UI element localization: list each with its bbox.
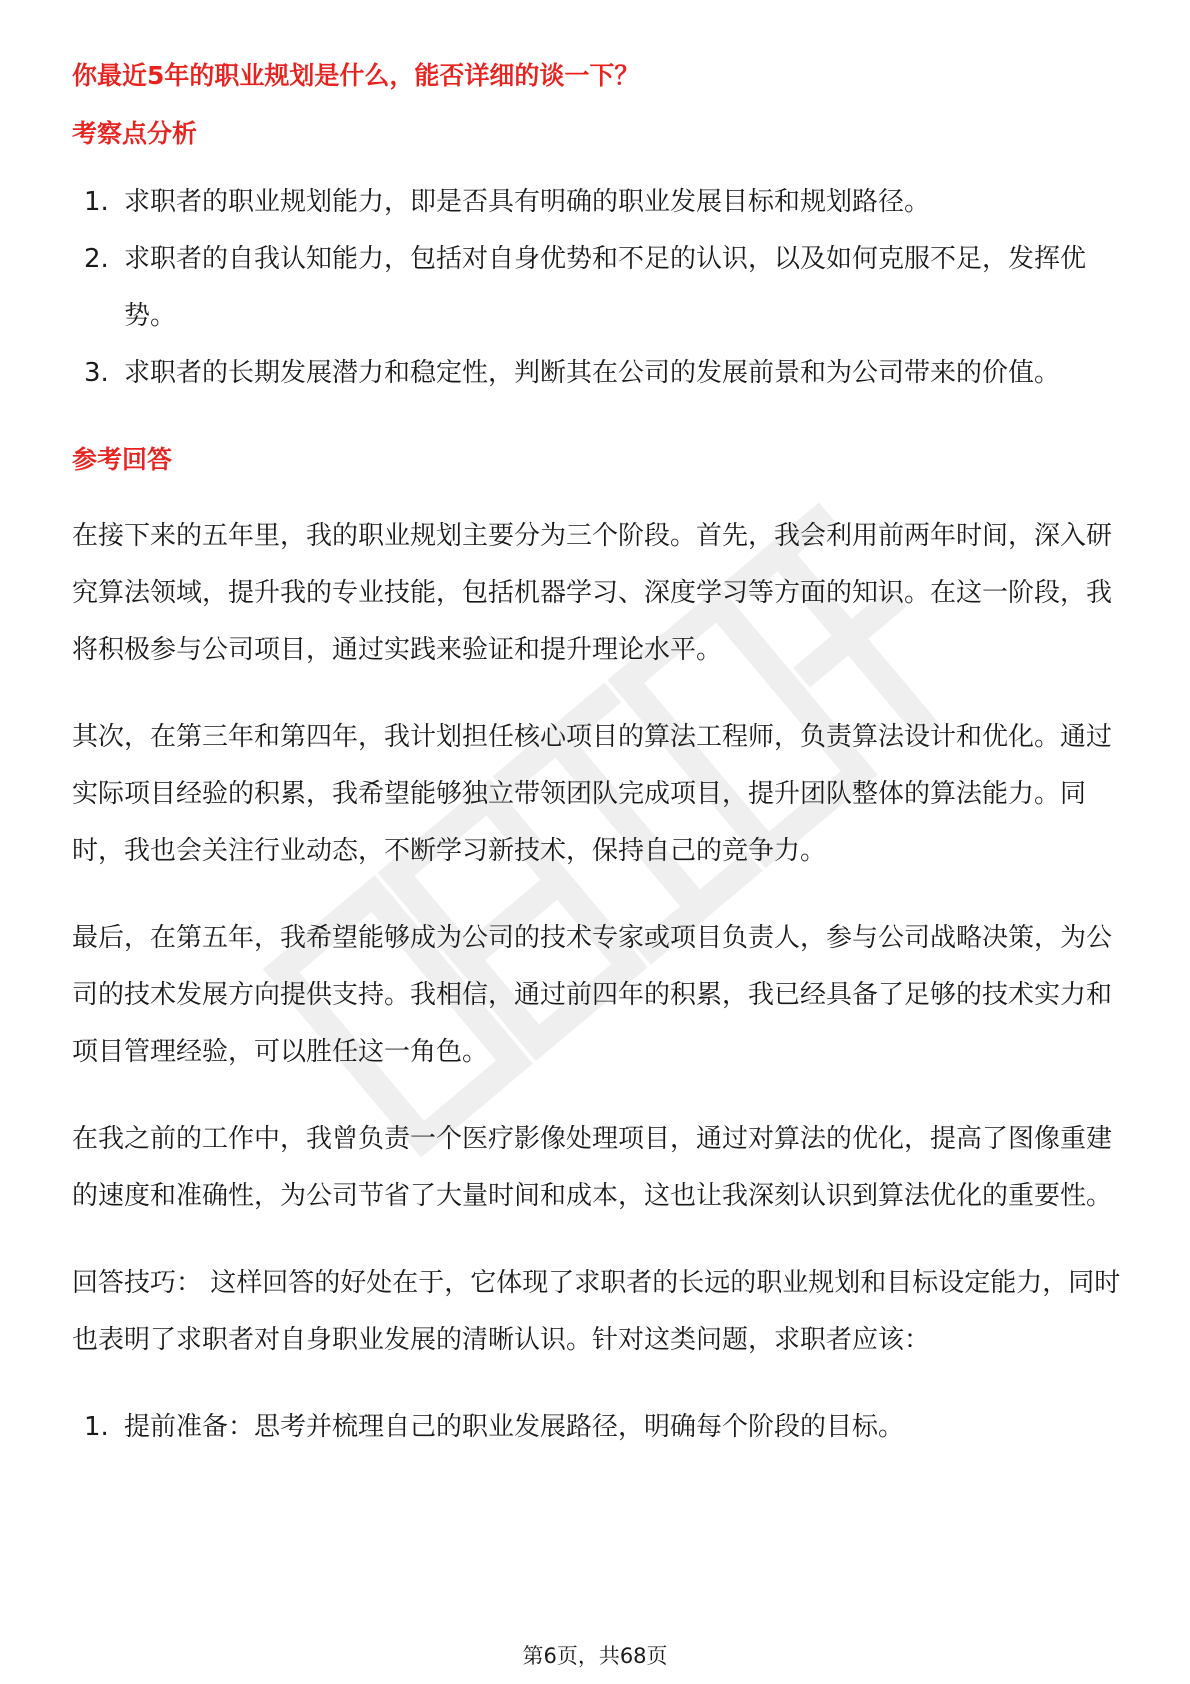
analysis-list xyxy=(72,174,1122,402)
document-content xyxy=(72,58,1122,1456)
page-footer: 第6页，共68页 xyxy=(522,1644,668,1668)
list-number: 1. xyxy=(84,1412,109,1442)
list-text: 求职者的自我认知能力，包括对自身优势和不足的认识，以及如何克服不足，发挥优势。 xyxy=(124,244,1087,331)
list-item xyxy=(72,345,1122,402)
tips-list xyxy=(72,1399,1122,1456)
list-text: 提前准备：思考并梳理自己的职业发展路径，明确每个阶段的目标。 xyxy=(124,1412,905,1442)
list-text: 求职者的长期发展潜力和稳定性，判断其在公司的发展前景和为公司带来的价值。 xyxy=(124,358,1061,388)
answer-paragraph: 其次，在第三年和第四年，我计划担任核心项目的算法工程师，负责算法设计和优化。通过实际项目经验的积累，我希望能够独立带领团队完成项目，提升团队整体的算法能力。同时，我也会关注行业动态，不断学习新技术，保持自己的竞争力。 xyxy=(72,722,1113,866)
answer-paragraph: 最后，在第五年，我希望能够成为公司的技术专家或项目负责人，参与公司战略决策，为公司的技术发展方向提供支持。我相信，通过前四年的积累，我已经具备了足够的技术实力和项目管理经验，可以胜任这一角色。 xyxy=(72,923,1113,1067)
analysis-heading: 考察点分析 xyxy=(72,119,198,148)
tips-paragraph: 回答技巧： 这样回答的好处在于，它体现了求职者的长远的职业规划和目标设定能力，同时也表明了求职者对自身职业发展的清晰认识。针对这类问题，求职者应该： xyxy=(72,1268,1121,1355)
list-text: 求职者的职业规划能力，即是否具有明确的职业发展目标和规划路径。 xyxy=(124,187,931,217)
answer-paragraph: 在我之前的工作中，我曾负责一个医疗影像处理项目，通过对算法的优化，提高了图像重建的速度和准确性，为公司节省了大量时间和成本，这也让我深刻认识到算法优化的重要性。 xyxy=(72,1124,1113,1211)
question-heading: 你最近5年的职业规划是什么，能否详细的谈一下？ xyxy=(72,61,640,90)
answer-paragraph: 在接下来的五年里，我的职业规划主要分为三个阶段。首先，我会利用前两年时间，深入研究算法领域，提升我的专业技能，包括机器学习、深度学习等方面的知识。在这一阶段，我将积极参与公司项目，通过实践来验证和提升理论水平。 xyxy=(72,521,1113,665)
list-number: 1. xyxy=(84,187,109,217)
reference-heading: 参考回答 xyxy=(72,445,173,474)
list-item xyxy=(72,174,1122,231)
list-number: 2. xyxy=(84,244,109,274)
list-item xyxy=(72,231,1122,345)
list-item xyxy=(72,1399,1122,1456)
list-number: 3. xyxy=(84,358,109,388)
